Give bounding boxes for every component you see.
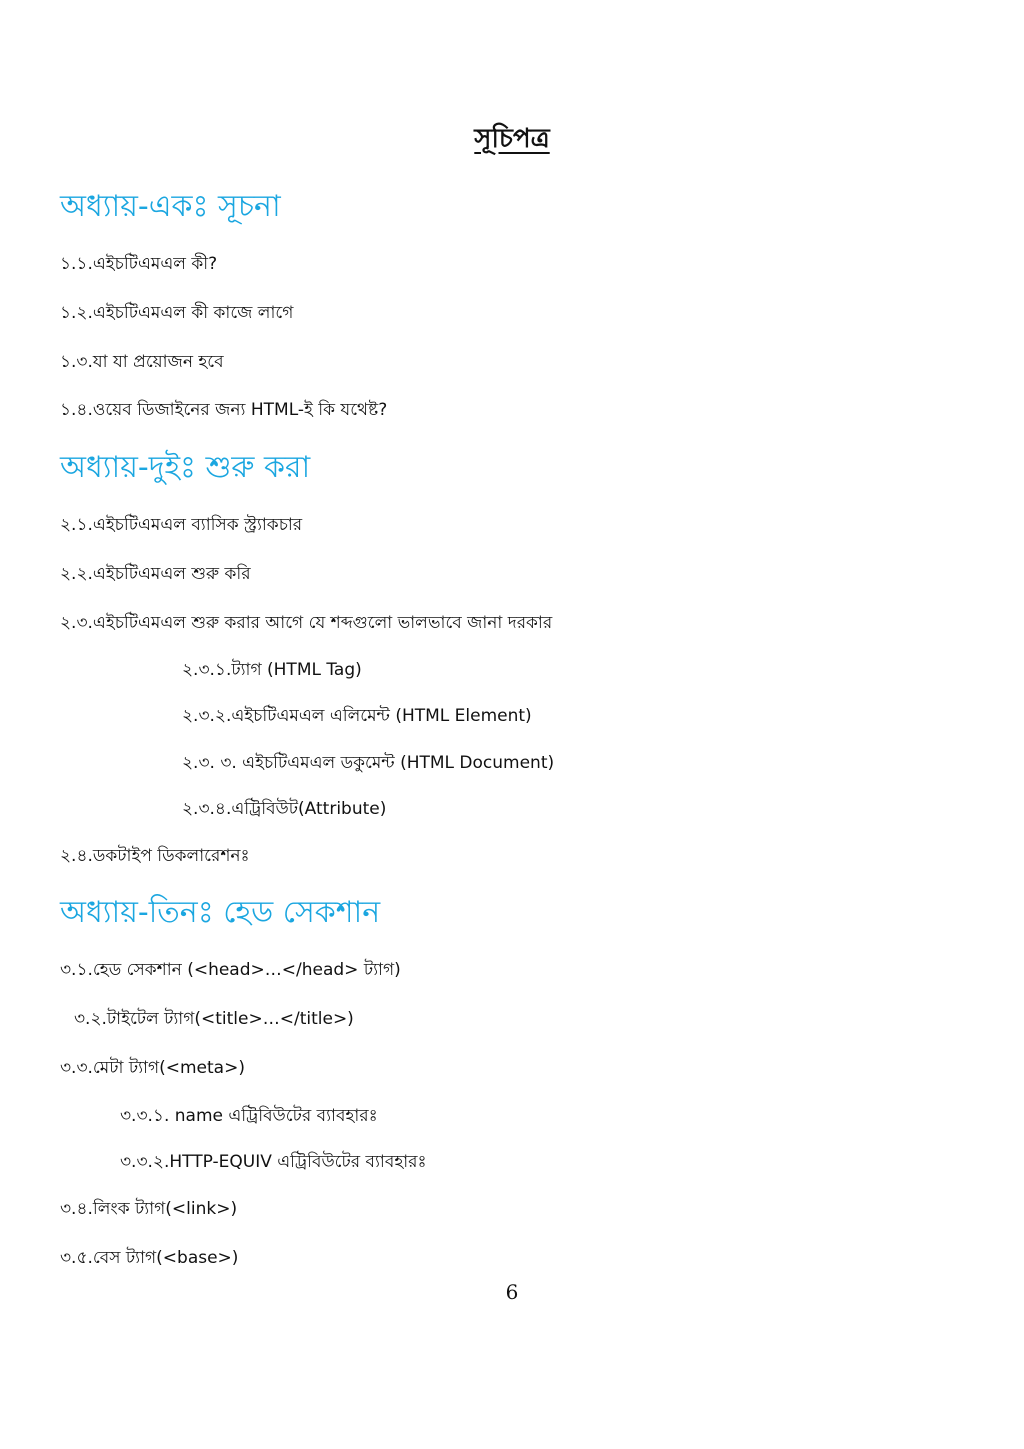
toc-entry-2-3-3: ২.৩. ৩. এইচটিএমএল ডকুমেন্ট (HTML Document) xyxy=(182,753,555,773)
page-number: 6 xyxy=(505,1280,519,1304)
toc-entry-3-4: ৩.৪.লিংক ট্যাগ(<link>) xyxy=(60,1199,238,1219)
toc-entry-1-3: ১.৩.যা যা প্রয়োজন হবে xyxy=(60,352,224,372)
toc-entry-3-2: ৩.২.টাইটেল ট্যাগ(<title>…</title>) xyxy=(74,1009,354,1029)
chapter-3-heading: অধ্যায়-তিনঃ হেড সেকশান xyxy=(60,895,381,930)
toc-entry-3-3-1: ৩.৩.১. name এট্রিবিউটের ব্যাবহারঃ xyxy=(120,1106,378,1126)
toc-entry-2-3: ২.৩.এইচটিএমএল শুরু করার আগে যে শব্দগুলো ভালভাবে জানা দরকার xyxy=(60,613,553,633)
toc-entry-3-1: ৩.১.হেড সেকশান (<head>…</head> ট্যাগ) xyxy=(60,960,401,980)
toc-entry-3-3: ৩.৩.মেটা ট্যাগ(<meta>) xyxy=(60,1058,245,1078)
toc-entry-3-3-2: ৩.৩.২.HTTP-EQUIV এট্রিবিউটের ব্যাবহারঃ xyxy=(120,1152,427,1172)
toc-entry-1-1: ১.১.এইচটিএমএল কী? xyxy=(60,254,218,274)
toc-entry-2-1: ২.১.এইচটিএমএল ব্যাসিক স্ট্র্যাকচার xyxy=(60,515,303,535)
page-title: সূচিপত্র xyxy=(474,124,550,154)
toc-entry-3-5: ৩.৫.বেস ট্যাগ(<base>) xyxy=(60,1248,239,1268)
toc-entry-2-2: ২.২.এইচটিএমএল শুরু করি xyxy=(60,564,251,584)
chapter-1-heading: অধ্যায়-একঃ সূচনা xyxy=(60,189,281,224)
toc-entry-1-4: ১.৪.ওয়েব ডিজাইনের জন্য HTML-ই কি যথেষ্ট? xyxy=(60,400,388,420)
chapter-2-heading: অধ্যায়-দুইঃ শুরু করা xyxy=(60,450,311,485)
toc-entry-1-2: ১.২.এইচটিএমএল কী কাজে লাগে xyxy=(60,303,294,323)
toc-entry-2-3-2: ২.৩.২.এইচটিএমএল এলিমেন্ট (HTML Element) xyxy=(182,706,532,726)
toc-entry-2-3-4: ২.৩.৪.এট্রিবিউট(Attribute) xyxy=(182,799,387,819)
toc-entry-2-4: ২.৪.ডকটাইপ ডিকলারেশনঃ xyxy=(60,846,250,866)
toc-entry-2-3-1: ২.৩.১.ট্যাগ (HTML Tag) xyxy=(182,660,362,680)
